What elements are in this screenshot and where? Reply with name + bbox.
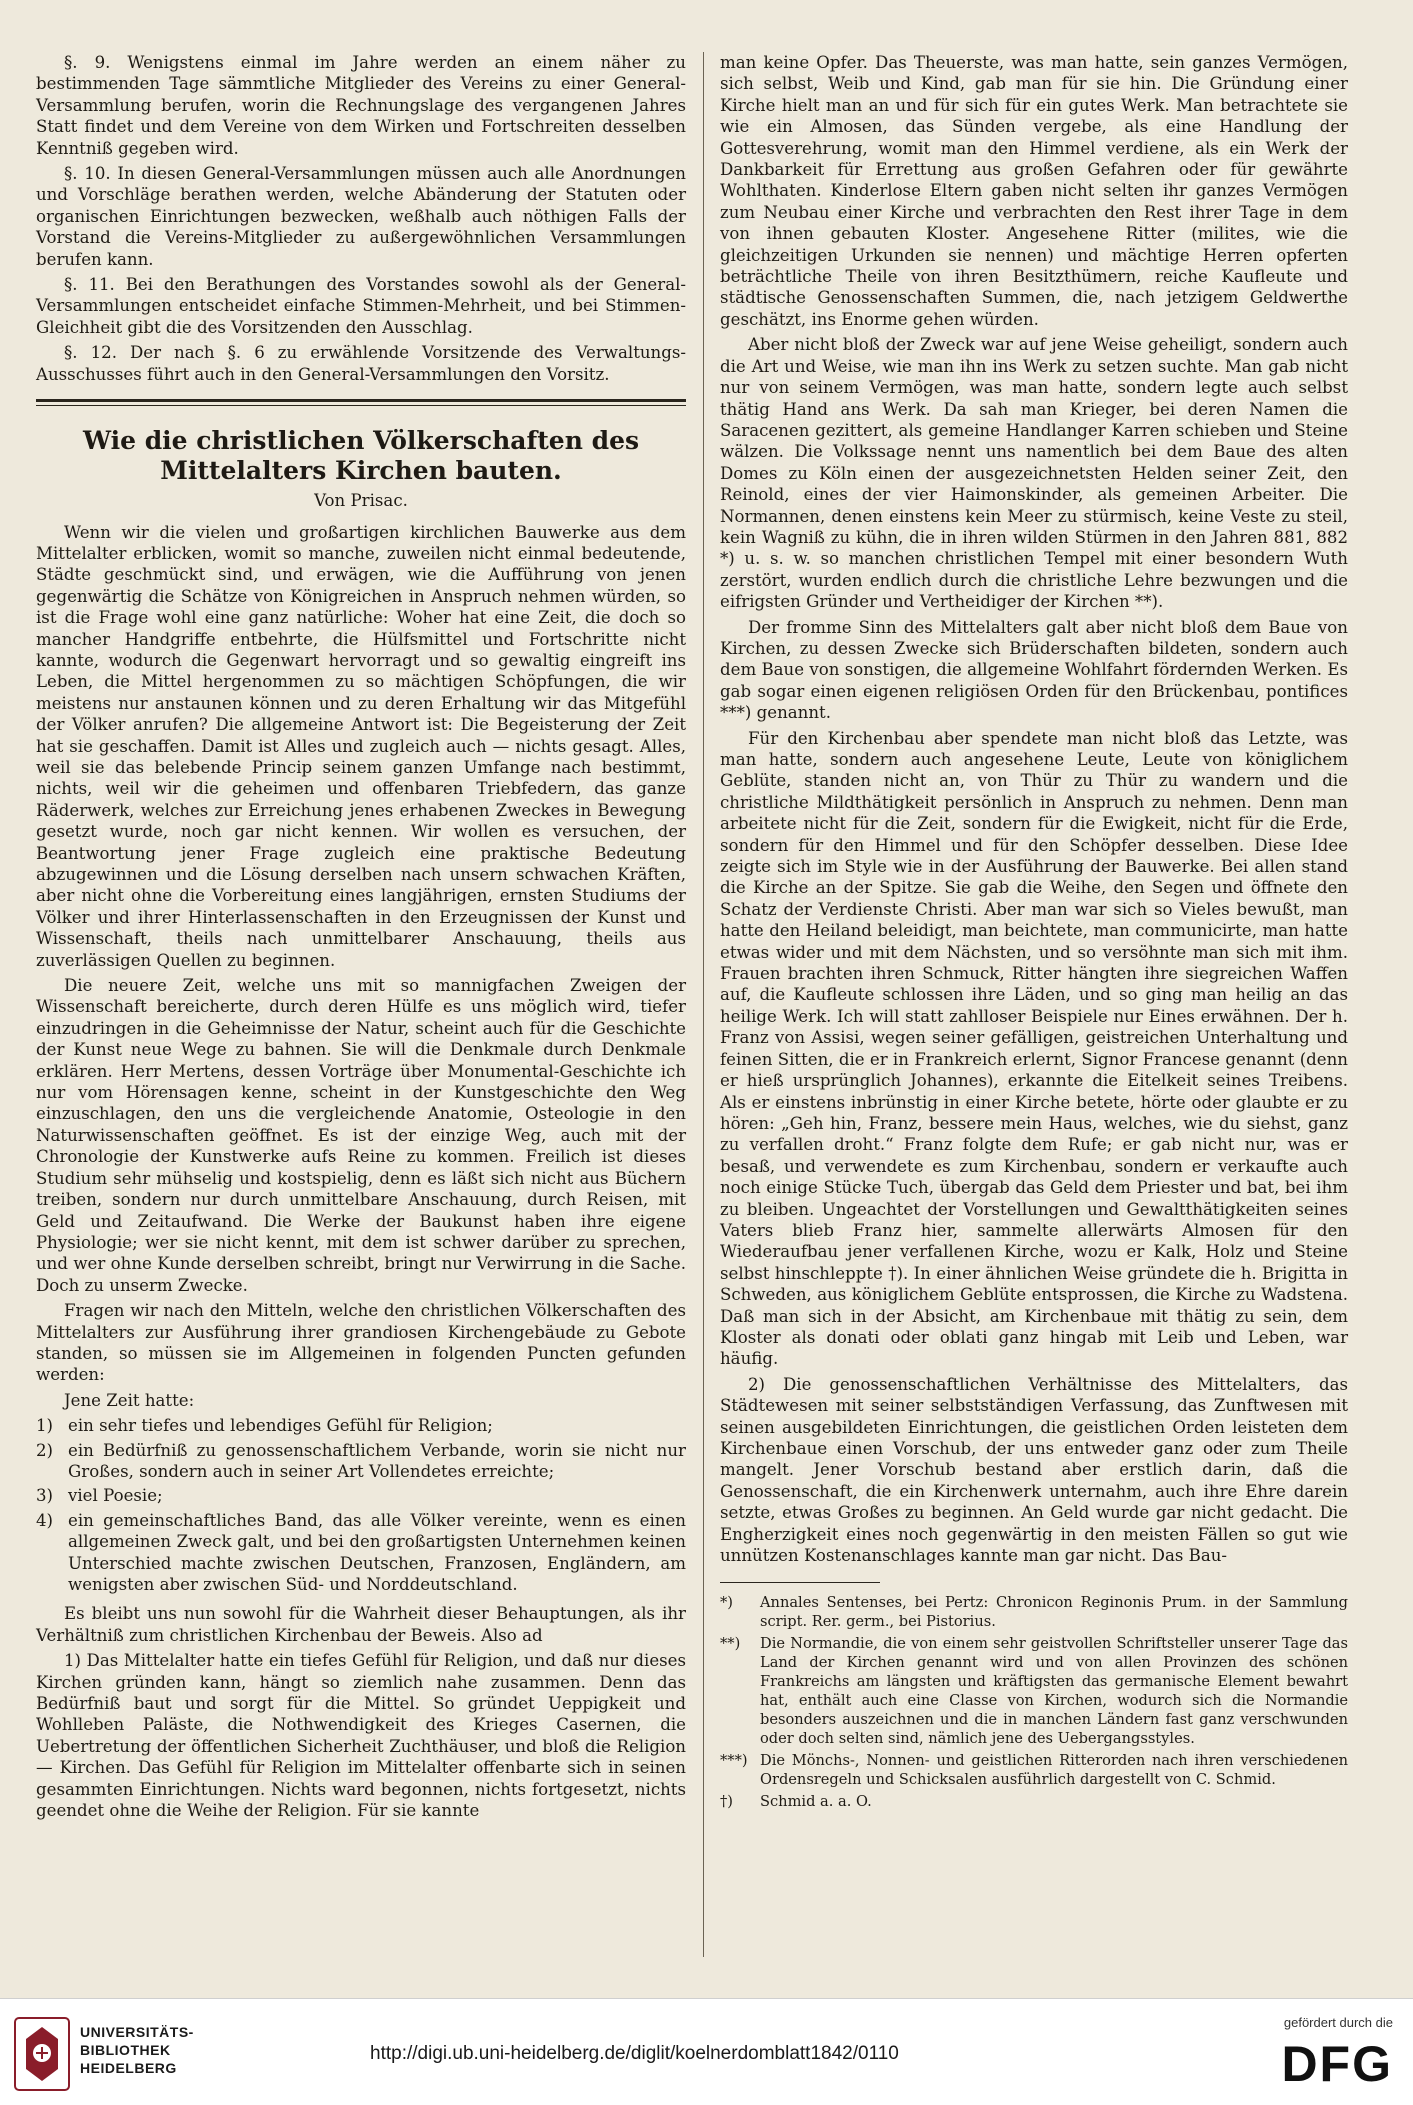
footnote-rule — [720, 1582, 880, 1583]
right-column — [720, 52, 1348, 1814]
dfg-logo: DFG — [1281, 2036, 1393, 2092]
article-title: Wie die christlichen Völkerschaften des Mittelalters Kirchen bauten. — [82, 426, 640, 486]
article-paragraph: Der fromme Sinn des Mittelalters galt aber nicht bloß dem Baue von Kirchen, zu dessen Zwecke sich Brüderschaften bildeten, sondern auch dem Baue von sonstigen, die allgemeine Wohlfahrt fördernden Werken. Es gab sogar einen eigenen religiösen Orden für den Brückenbau, pontifices ***) genannt. — [720, 617, 1348, 723]
statute-paragraph-9: §. 9. Wenigstens einmal im Jahre werden an einem näher zu bestimmenden Tage sämmtliche Mitglieder des Vereins zu einer General-Versammlung berufen, worin die Rechnungslage des vergangenen Jahres Statt findet und dem Vereine von dem Wirken und Fortschreiten desselben Kenntniß gegeben wird. — [36, 53, 686, 158]
footnote-text: Annales Sentenses, bei Pertz: Chronicon Reginonis Prum. in der Sammlung script. Rer. germ., bei Pistorius. — [760, 1594, 1348, 1631]
article-paragraph: Aber nicht bloß der Zweck war auf jene Weise geheiligt, sondern auch die Art und Weise, wie man ihn ins Werk zu setzen suchte. Man gab nicht nur von seinem Vermögen, was man hatte, sondern legte auch selbst thätig Hand ans Werk. Da sah man Krieger, bei deren Namen die Saracenen gezittert, als gemeine Handlanger Karren schieben und Steine wälzen. Die Volkssage nennt uns namentlich bei dem Baue des alten Domes zu Köln einen der ausgezeichnetsten Helden seiner Zeit, den Reinold, eines der vier Haimonskinder, als gemeinen Arbeiter. Die Normannen, denen einstens kein Meer zu stürmisch, keine Veste zu steil, kein Wagniß zu kühn, die in ihren wilden Stürmen in den Jahren 881, 882 *) u. s. w. so manchen christlichen Tempel mit einer besondern Wuth zerstört, wurden endlich durch die christliche Lehre bezwungen und die eifrigsten Gründer und Vertheidiger der Kirchen **). — [720, 335, 1348, 612]
institution-name-line: BIBLIOTHEK — [80, 2042, 171, 2058]
list-item-number: 1) — [36, 1416, 54, 1436]
footnote-mark: *) — [720, 1594, 733, 1612]
list-item-text: viel Poesie; — [68, 1486, 163, 1506]
list-item — [36, 1510, 686, 1596]
footnote — [720, 1634, 1348, 1748]
section-divider — [36, 399, 686, 406]
footnote-text: Schmid a. a. O. — [760, 1793, 872, 1811]
left-column — [36, 52, 686, 1825]
list-item — [36, 1485, 686, 1506]
funding-label: gefördert durch die — [1283, 2015, 1393, 2030]
statute-paragraph-10: §. 10. In diesen General-Versammlungen müssen auch alle Anordnungen und Vorschläge berathen werden, welche Abänderung der Statuten oder organischen Einrichtungen bezwecken, weßhalb auch nöthigen Falls der Vorstand die Vereins-Mitglieder zu außergewöhnlichen Versammlungen berufen kann. — [36, 164, 686, 269]
list-item-text: ein sehr tiefes und lebendiges Gefühl für Religion; — [68, 1416, 493, 1436]
article-paragraph: 1) Das Mittelalter hatte ein tiefes Gefühl für Religion, und daß nur dieses Kirchen gründen kann, hängt so ziemlich nahe zusammen. Denn das Bedürfniß baut und sorgt für die Mittel. So gründet Ueppigkeit und Wohlleben Paläste, die Nothwendigkeit des Krieges Casernen, die Uebertretung der öffentlichen Sicherheit Zuchthäuser, und bloß die Religion — Kirchen. Das Gefühl für Religion im Mittelalter offenbarte sich in seinen gesammten Einrichtungen. Nichts ward begonnen, nichts fortgesetzt, nichts geendet ohne die Weihe der Religion. Für sie kannte — [36, 1651, 686, 1821]
footnote-mark: **) — [720, 1635, 741, 1653]
footnote — [720, 1751, 1348, 1789]
permalink-url[interactable]: http://digi.ub.uni-heidelberg.de/diglit/koelnerdomblatt1842/0110 — [370, 2043, 899, 2064]
viewer-footer — [0, 1998, 1413, 2105]
institution-name — [80, 2023, 194, 2077]
footnote-text: Die Mönchs-, Nonnen- und geistlichen Ritterorden nach ihren verschiedenen Ordensregeln und Schicksalen ausführlich dargestellt von C. Schmid. — [760, 1752, 1348, 1789]
article-paragraph: Für den Kirchenbau aber spendete man nicht bloß das Letzte, was man hatte, sondern auch angesehene Leute, Leute von königlichem Geblüte, standen nicht an, von Thür zu Thür zu wandern und die christliche Mildthätigkeit persönlich in Anspruch zu nehmen. Denn man arbeitete nicht für die Zeit, sondern für die Ewigkeit, nicht für die Erde, sondern für den Himmel und für den Schöpfer desselben. Diese Idee zeigte sich im Style wie in der Ausführung der Bauwerke. Bei allen stand die Kirche an der Spitze. Sie gab die Weihe, den Segen und öffnete den Schatz der Verdienste Christi. Aber man war sich so Vieles bewußt, man hatte den Heiland beleidigt, man beichtete, man communicirte, man hatte etwas wider und mit dem Nächsten, und so versöhnte man sich mit ihm. Frauen brachten ihren Schmuck, Ritter hängten ihre siegreichen Waffen auf, die Kaufleute schlossen ihre Läden, und so ging man heilig an das heilige Werk. Ich will statt zahlloser Beispiele nur Eines erwähnen. Der h. Franz von Assisi, wegen seiner gefälligen, geistreichen Unterhaltung und feinen Sitten, die er in Frankreich erlernt, Signor Francese genannt (denn er hieß ursprünglich Johannes), erkannte die Eitelkeit seines Treibens. Als er einstens inbrünstig in einer Kirche betete, hörte oder glaubte er zu hören: „Geh hin, Franz, bessere mein Haus, welches, wie du siehst, ganz zu verfallen droht.“ Franz folgte dem Rufe; er gab nicht nur, was er besaß, und verwendete es zum Kirchenbau, sondern er verkaufte auch noch einige Stücke Tuch, übergab das Geld dem Priester und bat, bei ihm zu bleiben. Ungeachtet der Vorstellungen und Gewaltthätigkeiten seines Vaters blieb Franz hier, sammelte allerwärts Almosen für den Wiederaufbau jener verfallenen Kirche, wozu er Kalk, Holz und Steine selbst hinschleppte †). In einer ähnlichen Weise gründete die h. Brigitta in Schweden, aus königlichem Geblüte entsprossen, die Kirche zu Wadstena. Daß man sich in der Absicht, am Kirchenbaue mit thätig zu sein, dem Kloster als donati oder oblati ganz hingab mit Leib und Leben, war häufig. — [720, 728, 1348, 1369]
list-item — [36, 1415, 686, 1436]
article-paragraph: Wenn wir die vielen und großartigen kirchlichen Bauwerke aus dem Mittelalter erblicken, womit so manche, zuweilen nicht einmal bedeutende, Städte geschmückt sind, und erwägen, wie die Aufführung von jenen gegenwärtig die Schätze von Königreichen in Anspruch nehmen würden, so ist die Frage wohl eine ganz natürliche: Woher hat eine Zeit, die doch so mancher Handgriffe entbehrte, die Hülfsmittel und Fortschritte nicht kannte, wodurch die Gegenwart hervorragt und so gewaltig eingreift ins Leben, die Mittel hergenommen zu so mächtigen Schöpfungen, die wir meistens nur anstaunen können und zu deren Erhaltung wir das Mitgefühl der Völker anrufen? Die allgemeine Antwort ist: Die Begeisterung der Zeit hat sie geschaffen. Damit ist Alles und zugleich auch — nichts gesagt. Alles, weil sie das belebende Princip seinem ganzen Umfange nach bestimmt, nichts, weil wir die geheimen und offenbaren Triebfedern, das ganze Räderwerk, welches zur Erreichung jenes erhabenen Zweckes in Bewegung gesetzt wurde, noch gar nicht kennen. Wir wollen es versuchen, der Beantwortung jener Frage zugleich eine praktische Bedeutung abzugewinnen und die Lösung derselben nach unsern schwachen Kräften, aber nicht ohne die Vorbereitung eines langjährigen, ernsten Studiums der Völker und ihrer Hinterlassenschaften in den Erzeugnissen der Kunst und Wissenschaft, theils nach unmittelbarer Anschauung, theils aus zuverlässigen Quellen zu beginnen. — [36, 522, 686, 970]
article-paragraph: man keine Opfer. Das Theuerste, was man hatte, sein ganzes Vermögen, sich selbst, Weib und Kind, gab man für sie hin. Die Gründung einer Kirche hielt man an und für sich für ein gutes Werk. Man betrachtete sie wie ein Almosen, das Sünden vergebe, als eine Handlung der Gottesverehrung, womit man den Himmel verdiene, als ein Werk der Dankbarkeit für Errettung aus großen Gefahren oder für gewährte Wohlthaten. Kinderlose Eltern gaben nicht selten ihr ganzes Vermögen zum Neubau einer Kirche und verbrachten den Rest ihrer Tage in dem von ihnen gebauten Kloster. Angesehene Ritter (milites, wie die gleichzeitigen Urkunden sie nennen) und mächtige Herren opferten beträchtliche Theile von ihren Besitzthümern, reiche Kaufleute und städtische Genossenschaften Summen, die, nach jetzigem Geldwerthe geschätzt, ins Enorme gehen würden. — [720, 53, 1348, 329]
list-item-number: 2) — [36, 1440, 54, 1460]
article-paragraph: Es bleibt uns nun sowohl für die Wahrheit dieser Behauptungen, als ihr Verhältniß zum christlichen Kirchenbau der Beweis. Also ad — [36, 1604, 686, 1645]
list-intro: Jene Zeit hatte: — [64, 1390, 195, 1410]
footnote-mark: ***) — [720, 1752, 748, 1770]
footnote-text: Die Normandie, die von einem sehr geistvollen Schriftsteller unserer Tage das Land der Kirchen genannt wird und von allen Provinzen des schönen Frankreichs am längsten und kräftigsten das germanische Element bewahrt hat, enthält auch eine Classe von Kirchen, wodurch sich die Normandie besonders auszeichnen und die in manchen Ländern fast ganz verschwunden oder doch selten sind, nämlich jene des Uebergangsstyles. — [760, 1635, 1348, 1748]
footnote-mark: †) — [720, 1793, 733, 1811]
article-byline: Von Prisac. — [314, 491, 408, 511]
footnote — [720, 1593, 1348, 1631]
list-item-text: ein Bedürfniß zu genossenschaftlichem Verbande, worin sie nicht nur Großes, sondern auch in seiner Art Vollendetes erreichte; — [68, 1440, 686, 1481]
university-seal-icon — [14, 2017, 70, 2091]
statute-paragraph-11: §. 11. Bei den Berathungen des Vorstandes sowohl als der General-Versammlungen entscheidet einfache Stimmen-Mehrheit, und bei Stimmen-Gleichheit gibt die des Vorsitzenden den Ausschlag. — [36, 275, 686, 337]
article-paragraph: Fragen wir nach den Mitteln, welche den christlichen Völkerschaften des Mittelalters zur Ausführung ihrer grandiosen Kirchengebäude zu Gebote standen, so müssen sie im Allgemeinen in folgenden Puncten gefunden werden: — [36, 1301, 686, 1385]
article-paragraph: Die neuere Zeit, welche uns mit so mannigfachen Zweigen der Wissenschaft bereicherte, durch deren Hülfe es uns möglich wird, tiefer einzudringen in die Geheimnisse der Natur, scheint auch für die Geschichte der Kunst neue Wege zu bahnen. Sie will die Denkmale durch Denkmale erklären. Herr Mertens, dessen Vorträge über Monumental-Geschichte ich nur vom Hörensagen kenne, scheint in der Kunstgeschichte den Weg einzuschlagen, den uns die vergleichende Anatomie, Osteologie in den Naturwissenschaften geöffnet. Es ist der einzige Weg, auch mit der Chronologie der Kunstwerke aufs Reine zu kommen. Freilich ist dieses Studium sehr mühselig und kostspielig, denn es läßt sich nicht aus Büchern treiben, sondern nur durch unmittelbare Anschauung, durch Reisen, mit Geld und Zeitaufwand. Die Werke der Baukunst haben ihre eigene Physiologie; wer sie nicht kennt, mit dem ist schwer darüber zu sprechen, und wer ohne Kunde derselben schreibt, bringt nur Verwirrung in die Sache. Doch zu unserm Zwecke. — [36, 976, 686, 1295]
means-list — [36, 1415, 686, 1595]
list-item-text: ein gemeinschaftliches Band, das alle Völker vereinte, wenn es einen allgemeinen Zweck galt, und bei den großartigsten Unternehmen keinen Unterschied machte zwischen Deutschen, Franzosen, Engländern, am wenigsten aber zwischen Süd- und Norddeutschland. — [68, 1510, 686, 1594]
column-divider — [703, 52, 704, 1957]
footnote — [720, 1792, 1348, 1811]
list-item — [36, 1440, 686, 1483]
institution-name-line: HEIDELBERG — [80, 2060, 177, 2076]
list-item-number: 4) — [36, 1510, 54, 1530]
list-item-number: 3) — [36, 1486, 54, 1506]
statute-section — [36, 52, 686, 385]
statute-paragraph-12: §. 12. Der nach §. 6 zu erwählende Vorsitzende des Verwaltungs-Ausschusses führt auch in den General-Versammlungen den Vorsitz. — [36, 343, 686, 384]
article-paragraph: 2) Die genossenschaftlichen Verhältnisse des Mittelalters, das Städtewesen mit seiner selbstständigen Verfassung, das Zunftwesen mit seinen ausgebildeten Einrichtungen, die geistlichen Orden leisteten dem Kirchenbaue einen Vorschub, der uns entweder ganz oder zum Theile mangelt. Jener Vorschub bestand aber erstlich darin, daß die Genossenschaft, die ein Kirchenwerk unternahm, auch ihre Ehre darein setzte, etwas Großes zu beginnen. An Geld wurde gar nicht gedacht. Die Engherzigkeit eines noch gegenwärtig in den meisten Fällen so gut wie unnützen Kostenanschlages kannte man gar nicht. Das Bau- — [720, 1374, 1348, 1566]
institution-name-line: UNIVERSITÄTS- — [80, 2024, 194, 2040]
